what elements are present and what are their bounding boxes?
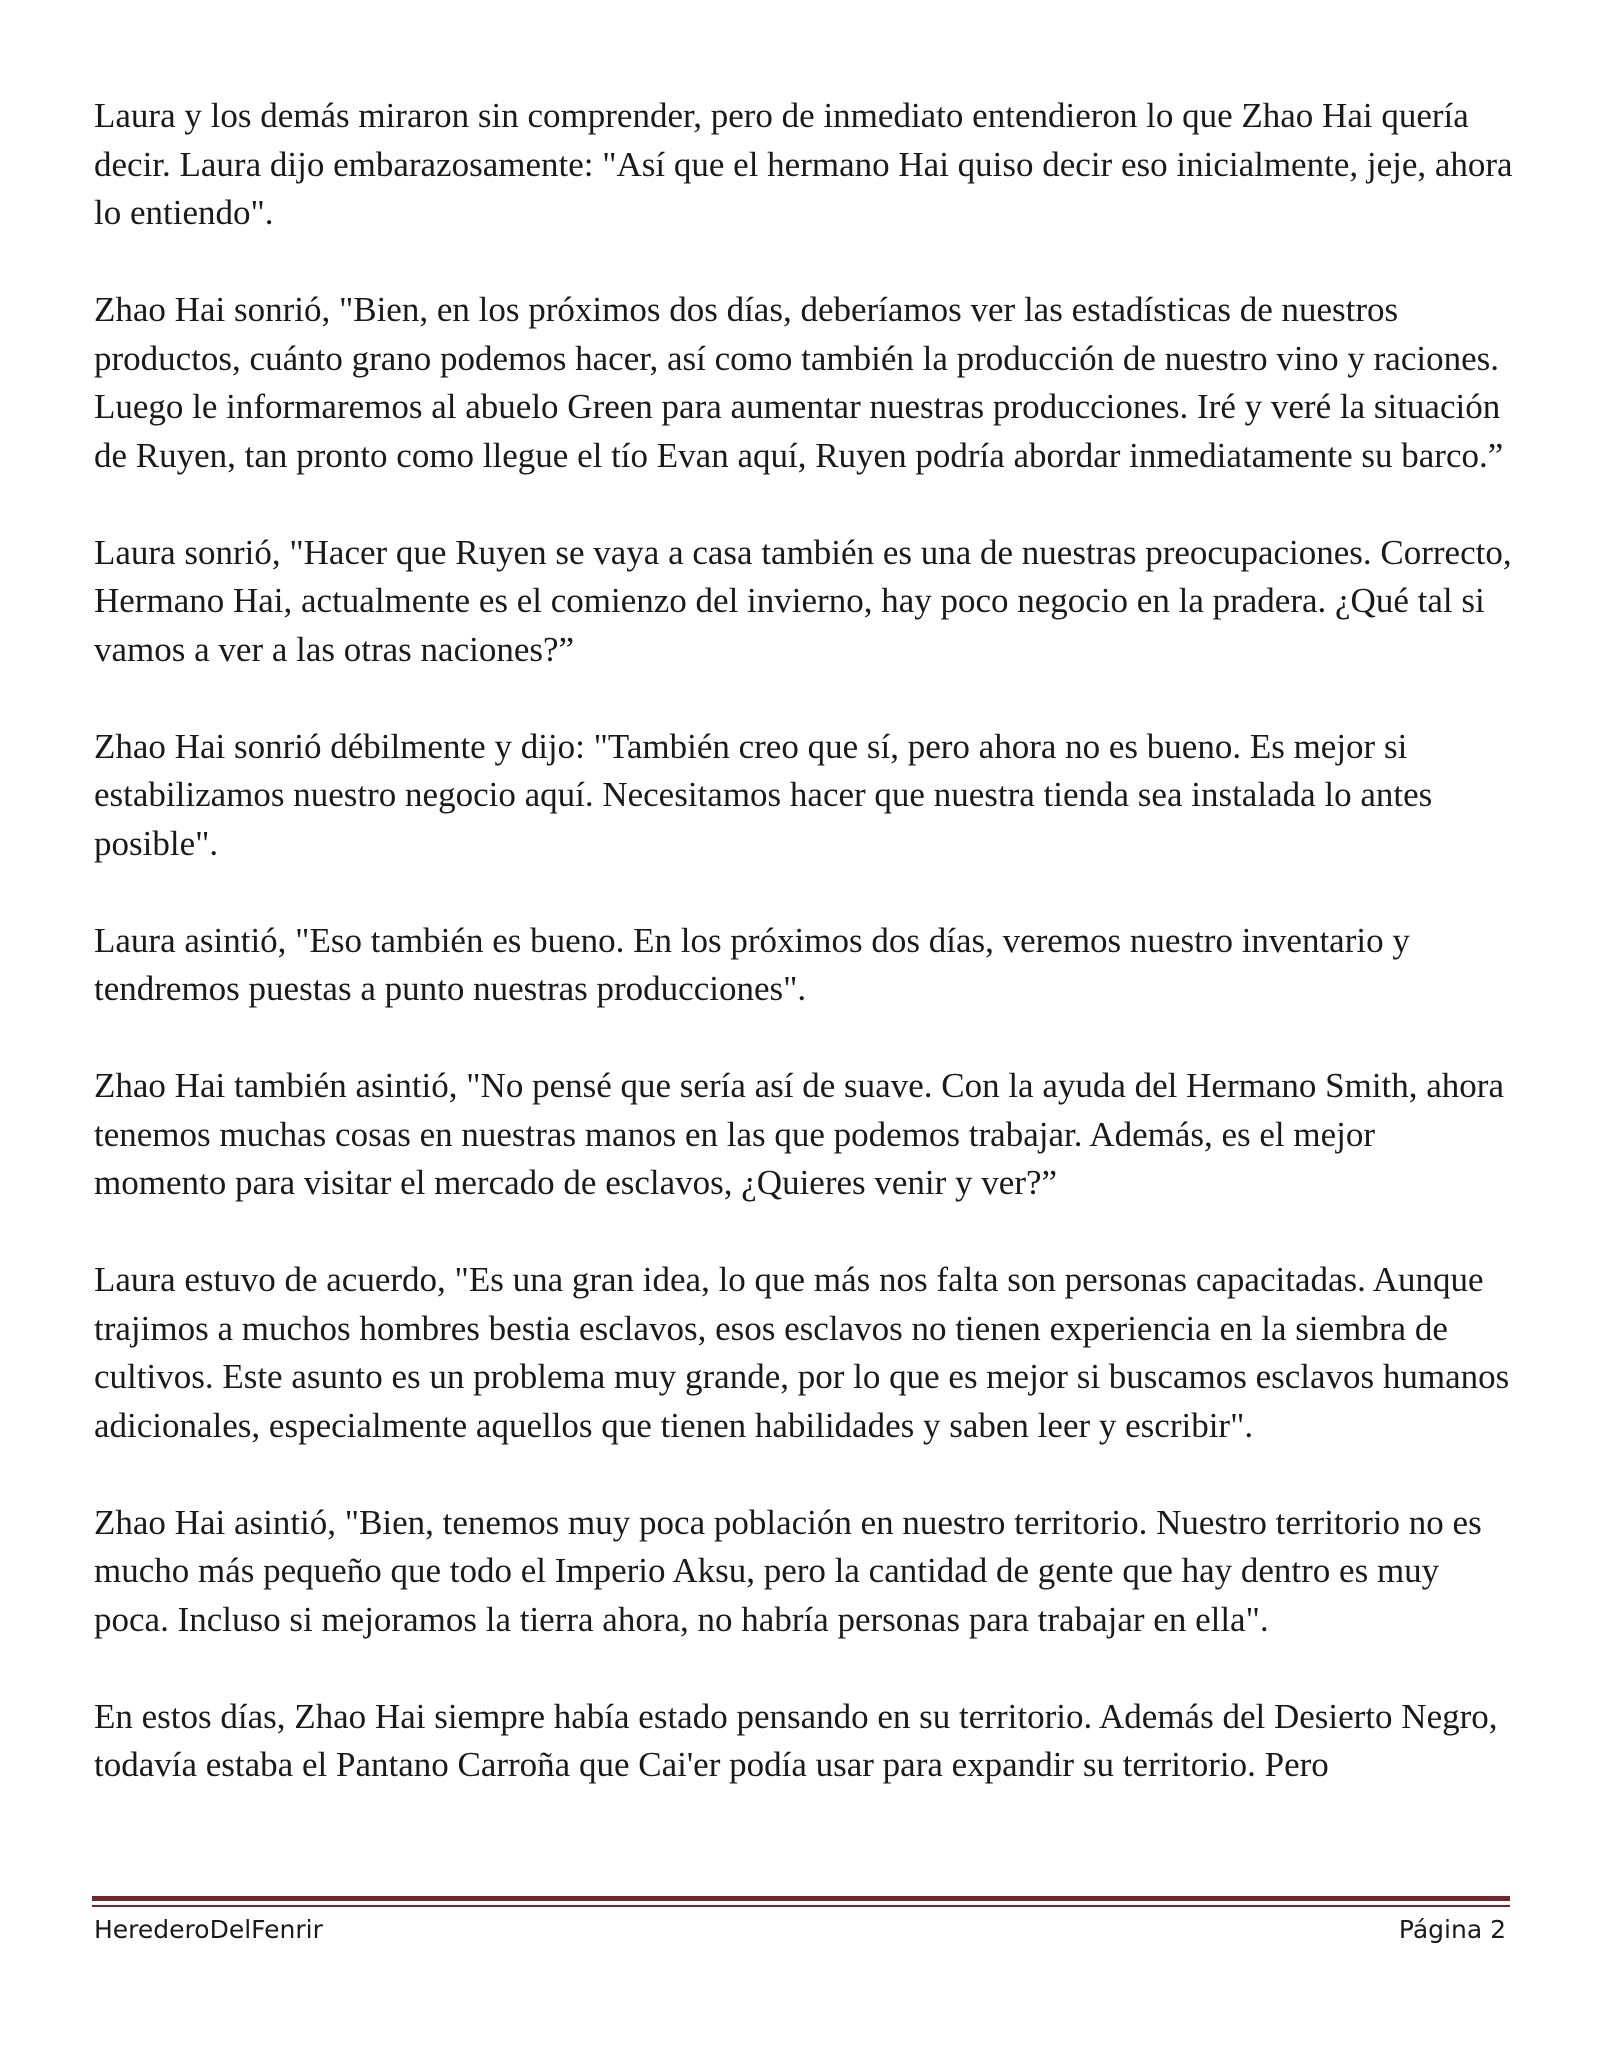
footer-divider-thick <box>92 1896 1510 1901</box>
paragraph: En estos días, Zhao Hai siempre había estado pensando en su territorio. Además del Desierto Negro, todavía estaba el Pantano Carroña que Cai'er podía usar para expandir su territorio. Pero <box>94 1696 1498 1784</box>
footer-page-number: Página 2 <box>1398 1915 1506 1944</box>
footer-divider-thin <box>92 1905 1510 1907</box>
paragraph: Zhao Hai sonrió débilmente y dijo: "También creo que sí, pero ahora no es bueno. Es mejor si estabilizamos nuestro negocio aquí. Necesitamos hacer que nuestra tienda sea instalada lo antes posible". <box>94 726 1433 863</box>
paragraph: Laura y los demás miraron sin comprender, pero de inmediato entendieron lo que Zhao Hai quería decir. Laura dijo embarazosamente: "Así que el hermano Hai quiso decir eso inicialmente, jeje, ahora lo entiendo". <box>94 96 1513 232</box>
document-body <box>94 92 1514 1790</box>
paragraph: Laura sonrió, "Hacer que Ruyen se vaya a casa también es una de nuestras preocupaciones. Correcto, Hermano Hai, actualmente es el comienzo del invierno, hay poco negocio en la pradera. ¿Qué tal si vamos a ver a las otras naciones?” <box>94 532 1512 669</box>
paragraph: Zhao Hai sonrió, "Bien, en los próximos dos días, deberíamos ver las estadísticas de nuestros productos, cuánto grano podemos hacer, así como también la producción de nuestro vino y raciones. Luego le informaremos al abuelo Green para aumentar nuestras producciones. Iré y veré la situación de Ruyen, tan pronto como llegue el tío Evan aquí, Ruyen podría abordar inmediatamente su barco.” <box>94 290 1504 475</box>
footer-author: HerederoDelFenrir <box>94 1915 323 1944</box>
paragraph: Zhao Hai asintió, "Bien, tenemos muy poca población en nuestro territorio. Nuestro territorio no es mucho más pequeño que todo el Imperio Aksu, pero la cantidad de gente que hay dentro es muy poca. Incluso si mejoramos la tierra ahora, no habría personas para trabajar en ella". <box>94 1502 1482 1639</box>
paragraph: Laura asintió, "Eso también es bueno. En los próximos dos días, veremos nuestro inventario y tendremos puestas a punto nuestras producciones". <box>94 920 1410 1008</box>
paragraph: Zhao Hai también asintió, "No pensé que sería así de suave. Con la ayuda del Hermano Smith, ahora tenemos muchas cosas en nuestras manos en las que podemos trabajar. Además, es el mejor momento para visitar el mercado de esclavos, ¿Quieres venir y ver?” <box>94 1066 1504 1202</box>
paragraph: Laura estuvo de acuerdo, "Es una gran idea, lo que más nos falta son personas capacitadas. Aunque trajimos a muchos hombres bestia esclavos, esos esclavos no tienen experiencia en la siembra de cultivos. Este asunto es un problema muy grande, por lo que es mejor si buscamos esclavos humanos adicionales, especialmente aquellos que tienen habilidades y saben leer y escribir". <box>94 1260 1510 1445</box>
